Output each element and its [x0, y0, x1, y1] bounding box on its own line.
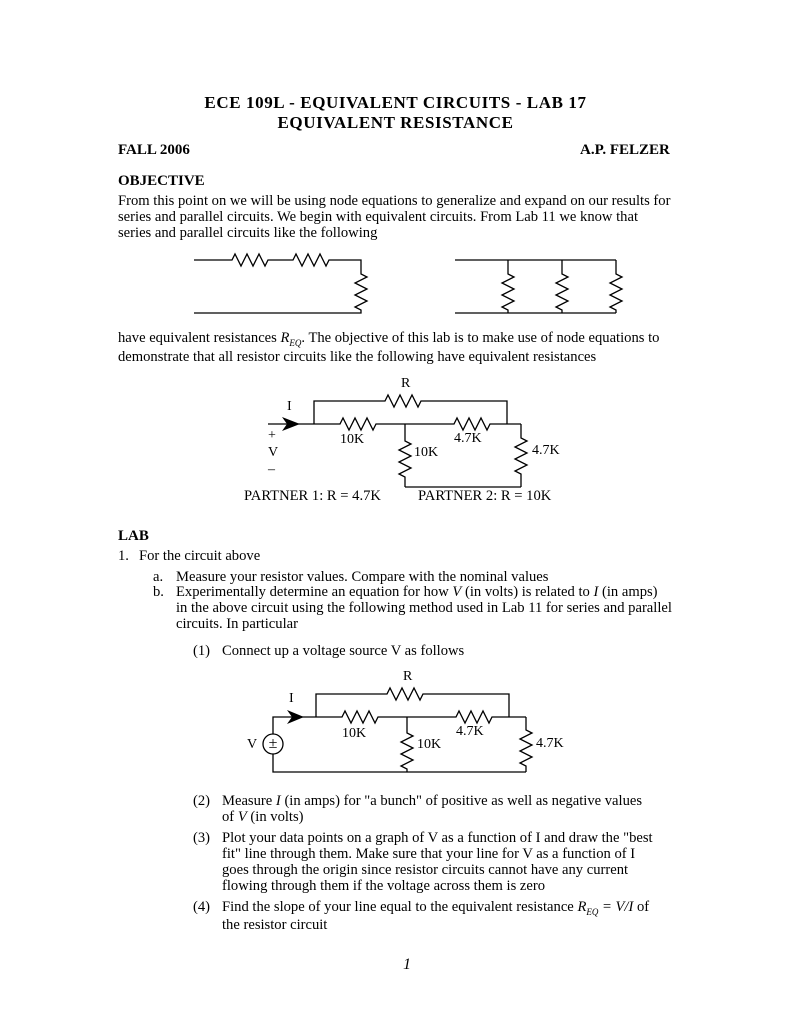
step3-line3: goes through the origin since resistor circuits cannot have any current: [222, 862, 629, 878]
c2-r1-label: 10K: [342, 726, 367, 741]
objective-para2-line2: demonstrate that all resistor circuits like the following have equivalent resistances: [118, 349, 597, 365]
para2-text-a: have equivalent resistances: [118, 330, 277, 346]
b-text-c: (in amps): [602, 584, 658, 600]
objective-para1-line3: series and parallel circuits like the following: [118, 225, 378, 241]
step3-line4: flowing through them if the voltage across them is zero: [222, 878, 546, 894]
s2-text-c: of: [222, 809, 235, 825]
c2-r3-label: 4.7K: [456, 724, 484, 739]
lab-b-label: b.: [153, 584, 164, 600]
step3-line1: Plot your data points on a graph of V as a function of I and draw the "best: [222, 830, 653, 846]
s4-text-b: of: [637, 899, 650, 915]
c1-r3-label: 4.7K: [454, 431, 482, 446]
voltage-source-icon: ±: [268, 735, 278, 752]
c2-r2-label: 10K: [417, 737, 442, 752]
step2-line1: [222, 793, 642, 810]
c2-v-label: V: [247, 737, 258, 752]
step4-num: (4): [193, 899, 211, 915]
step2-line2: [222, 809, 304, 826]
c1-minus: –: [268, 462, 275, 477]
page-number: 1: [403, 956, 411, 973]
s4-text-a: Find the slope of your line equal to the equivalent resistance: [222, 899, 574, 915]
step4-line2: the resistor circuit: [222, 917, 328, 933]
c1-r4-label: 4.7K: [532, 443, 560, 458]
s4-eq-rest: = V/I: [598, 899, 634, 915]
partner1: PARTNER 1: R = 4.7K: [244, 488, 381, 504]
lab-heading: LAB: [118, 528, 149, 544]
c1-r1-label: 10K: [340, 432, 365, 447]
c2-r-label: R: [403, 669, 413, 684]
doc-title-line1: ECE 109L - EQUIVALENT CIRCUITS - LAB 17: [204, 93, 587, 112]
lab-a-label: a.: [153, 569, 164, 585]
s4-eq-r: R: [577, 899, 587, 915]
step3-line2: fit" line through them. Make sure that your line for V as a function of I: [222, 846, 636, 862]
partner2: PARTNER 2: R = 10K: [418, 488, 552, 504]
semester: FALL 2006: [118, 142, 190, 158]
b-var-v: V: [452, 584, 462, 600]
s2-var-i: I: [275, 793, 281, 809]
step1-num: (1): [193, 643, 211, 659]
c1-plus: +: [268, 428, 276, 443]
b-text-b: (in volts) is related to: [464, 584, 590, 600]
s2-text-b: (in amps) for "a bunch" of positive as well as negative values: [284, 793, 643, 809]
step1-text: Connect up a voltage source V as follows: [222, 643, 465, 659]
c2-r4-label: 4.7K: [536, 736, 564, 751]
c1-r2-label: 10K: [414, 445, 439, 460]
req-sub: EQ: [289, 337, 302, 348]
s4-eq-sub: EQ: [586, 906, 599, 917]
s4-equation: [577, 899, 633, 915]
lab-item1-text: For the circuit above: [139, 548, 261, 564]
lab-b-line3: circuits. In particular: [176, 616, 298, 632]
c1-r-label: R: [401, 376, 411, 391]
b-var-i: I: [593, 584, 599, 600]
c1-v-label: V: [268, 445, 279, 460]
doc-title-line2: EQUIVALENT RESISTANCE: [277, 113, 514, 132]
objective-heading: OBJECTIVE: [118, 173, 205, 189]
step3-num: (3): [193, 830, 211, 846]
objective-para1-line1: From this point on we will be using node equations to generalize and expand on our results for: [118, 193, 671, 209]
c2-i-label: I: [289, 691, 294, 706]
s2-text-d: (in volts): [250, 809, 304, 825]
para2-text-b: . The objective of this lab is to make use of node equations to: [301, 330, 660, 346]
author: A.P. FELZER: [580, 142, 670, 158]
b-text-a: Experimentally determine an equation for how: [176, 584, 449, 600]
c1-i-label: I: [287, 399, 292, 414]
lab-item1-num: 1.: [118, 548, 129, 564]
lab-b-line2: in the above circuit using the following method used in Lab 11 for series and parallel: [176, 600, 672, 616]
s2-var-v: V: [237, 809, 247, 825]
req-r: R: [280, 330, 290, 346]
step2-num: (2): [193, 793, 211, 809]
s2-text-a: Measure: [222, 793, 273, 809]
lab-a-text: Measure your resistor values. Compare with the nominal values: [176, 569, 549, 585]
objective-para1-line2: series and parallel circuits. We begin with equivalent circuits. From Lab 11 we know that: [118, 209, 639, 225]
